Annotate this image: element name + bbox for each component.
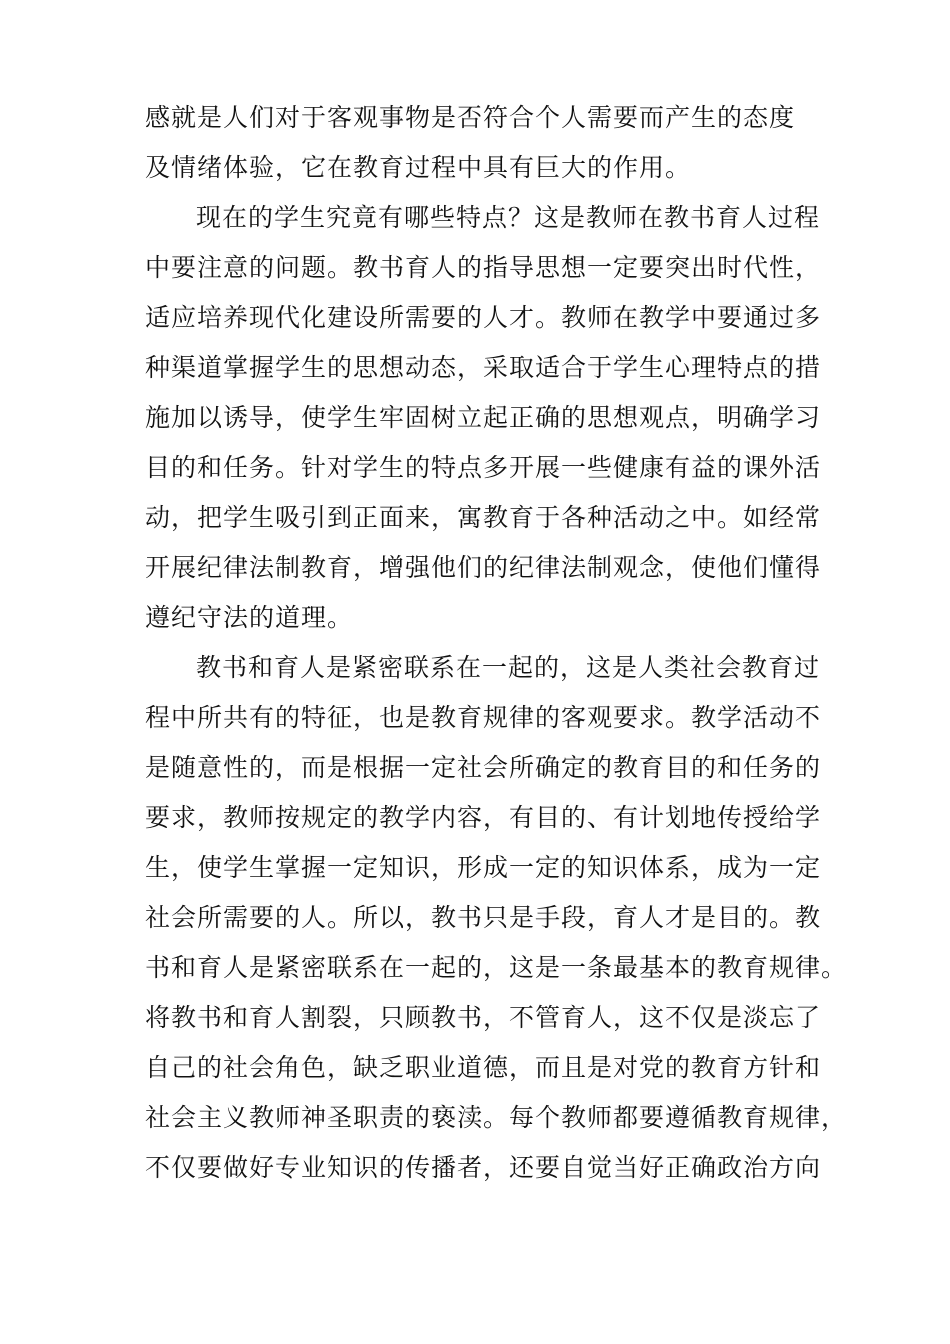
text-line: 及情绪体验，它在教育过程中具有巨大的作用。 [145,153,692,182]
text-line: 施加以诱导，使学生牢固树立起正确的思想观点，明确学习 [145,403,822,432]
text-line: 目的和任务。针对学生的特点多开展一些健康有益的课外活 [145,453,822,482]
text-line: 现在的学生究竟有哪些特点？这是教师在教书育人过程 [196,203,821,232]
text-line: 种渠道掌握学生的思想动态，采取适合于学生心理特点的措 [145,353,822,382]
text-line: 自己的社会角色，缺乏职业道德，而且是对党的教育方针和 [145,1053,822,1082]
text-line: 生，使学生掌握一定知识，形成一定的知识体系，成为一定 [145,853,822,882]
text-line: 中要注意的问题。教书育人的指导思想一定要突出时代性， [145,253,822,282]
text-line: 将教书和育人割裂，只顾教书，不管育人，这不仅是淡忘了 [145,1003,822,1032]
text-line: 书和育人是紧密联系在一起的，这是一条最基本的教育规律。 [145,953,848,982]
text-line: 要求，教师按规定的教学内容，有目的、有计划地传授给学 [145,803,822,832]
text-line: 教书和育人是紧密联系在一起的，这是人类社会教育过 [196,653,821,682]
text-line: 是随意性的，而是根据一定社会所确定的教育目的和任务的 [145,753,822,782]
text-line: 遵纪守法的道理。 [145,603,354,632]
text-line: 适应培养现代化建设所需要的人才。教师在教学中要通过多 [145,303,822,332]
text-line: 开展纪律法制教育，增强他们的纪律法制观念，使他们懂得 [145,553,822,582]
text-line: 不仅要做好专业知识的传播者，还要自觉当好正确政治方向 [145,1153,822,1182]
text-line: 程中所共有的特征，也是教育规律的客观要求。教学活动不 [145,703,822,732]
text-line: 社会主义教师神圣职责的亵渎。每个教师都要遵循教育规律， [145,1103,848,1132]
text-line: 感就是人们对于客观事物是否符合个人需要而产生的态度 [145,103,796,132]
text-line: 社会所需要的人。所以，教书只是手段，育人才是目的。教 [145,903,822,932]
text-line: 动，把学生吸引到正面来，寓教育于各种活动之中。如经常 [145,503,822,532]
